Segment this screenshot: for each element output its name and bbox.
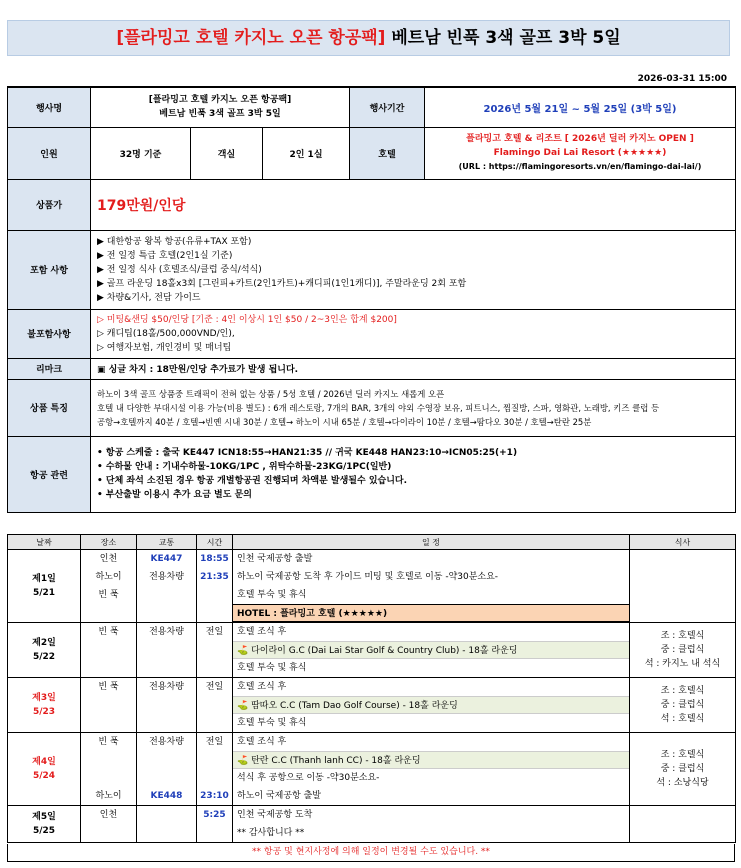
include-item: ▶ 전 일정 특급 호텔(2인1실 기준) (97, 250, 233, 261)
time (197, 824, 232, 842)
transport (137, 659, 196, 677)
header-time: 시간 (197, 535, 233, 550)
transport: 전용차량 (149, 737, 184, 747)
place (81, 751, 136, 769)
time-cell (197, 806, 233, 843)
period-label: 행사기간 (350, 87, 425, 127)
itinerary-item: 호텔 조식 후 (237, 682, 287, 692)
meal: 조 : 호텔식 (660, 750, 705, 760)
meal: 중 : 클럽식 (660, 764, 705, 774)
schedule-change-notice: ** 항공 및 현지사정에 의해 일정이 변경될 수도 있습니다. ** (7, 844, 735, 862)
time: 18:55 (200, 554, 229, 564)
day-label: 제1일 (32, 574, 56, 584)
banner-title: 베트남 빈푹 3색 골프 3박 5일 (385, 28, 621, 48)
hotel-url: (URL : https://flamingoresorts.vn/en/flamingo-dai-lai/) (458, 162, 702, 171)
time-cell (197, 623, 233, 678)
day-row (8, 806, 736, 843)
include-item: ▶ 대한항공 왕복 항공(유류+TAX 포함) (97, 236, 252, 247)
transport: 전용차량 (149, 627, 184, 637)
day-date: 5/21 (32, 588, 56, 598)
meal-cell (630, 678, 736, 733)
day-cell (8, 806, 81, 843)
hotel-value (425, 127, 736, 179)
room-value: 2인 1실 (263, 127, 350, 179)
day-label: 제3일 (32, 693, 56, 703)
event-name-label: 행사명 (8, 87, 91, 127)
itinerary-table (7, 534, 736, 843)
header-place: 장소 (81, 535, 137, 550)
event-name (91, 87, 350, 127)
itinerary-item: 인천 국제공항 도착 (237, 810, 313, 820)
time (197, 696, 232, 714)
place: 빈 푹 (98, 590, 119, 600)
transport: KE448 (150, 791, 183, 801)
exclude-item: ▷ 캐디팁(18홀/500,000VND/인), (97, 328, 235, 339)
meal: 중 : 클럽식 (660, 700, 705, 710)
event-name-line-2: 베트남 빈푹 3색 골프 3박 5일 (159, 109, 281, 120)
exclude-label: 불포함사항 (8, 309, 91, 358)
place: 인천 (99, 554, 118, 564)
closing-message: ** 감사합니다 ** (237, 828, 305, 838)
meal: 중 : 클럽식 (660, 645, 705, 655)
place (81, 769, 136, 787)
place-cell (81, 550, 137, 623)
transport-cell (137, 678, 197, 733)
day-cell (8, 678, 81, 733)
transport (137, 586, 196, 604)
feature-line: 공항→호텔까지 40분 / 호텔→빈옌 시내 30분 / 호텔→ 하노이 시내 65분 / 호텔→다이라이 10분 / 호텔→땀다오 30분 / 호텔→탄란 25분 (97, 416, 592, 427)
room-label: 객실 (191, 127, 263, 179)
time (197, 641, 232, 659)
place: 빈 푹 (98, 682, 119, 692)
place (81, 696, 136, 714)
transport: 전용차량 (149, 682, 184, 692)
feature-list (91, 379, 736, 436)
itinerary-item: 호텔 투숙 및 휴식 (237, 590, 307, 600)
transport (137, 751, 196, 769)
include-item: ▶ 차량&기사, 전담 가이드 (97, 292, 201, 303)
itinerary-cell (233, 623, 630, 678)
itinerary-item: 석식 후 공항으로 이동 -약30분소요- (237, 773, 380, 783)
include-item: ▶ 골프 라운딩 18홀x3회 [그린피+카트(2인1카트)+캐디피(1인1캐디)], 주말라운딩 2회 포함 (97, 278, 467, 289)
feature-label: 상품 특징 (8, 379, 91, 436)
header-date: 날짜 (8, 535, 81, 550)
time: 23:10 (200, 791, 229, 801)
price-value: 179만원/인당 (91, 179, 736, 230)
day-date: 5/23 (32, 707, 56, 717)
flight-list (91, 436, 736, 512)
header-transport: 교통 (137, 535, 197, 550)
golf-round: ⛳ 다이라이 G.C (Dai Lai Star Golf & Country Club) - 18홀 라운딩 (233, 641, 629, 659)
time-cell (197, 550, 233, 623)
day-date: 5/22 (32, 652, 56, 662)
day-label: 제2일 (32, 638, 56, 648)
transport (137, 641, 196, 659)
day-date: 5/24 (32, 771, 56, 781)
itinerary-item: 인천 국제공항 출발 (237, 554, 313, 564)
day-row (8, 733, 736, 806)
remark-label: 리마크 (8, 358, 91, 379)
flight-line: • 단체 좌석 소진된 경우 항공 개별항공권 진행되며 차액분 발생될수 있습니다. (97, 476, 408, 486)
place: 빈 푹 (98, 627, 119, 637)
meal: 석 : 카지노 내 석식 (644, 659, 721, 669)
transport (137, 696, 196, 714)
time-cell (197, 733, 233, 806)
time (197, 586, 232, 604)
place-cell (81, 806, 137, 843)
banner-highlight: [플라밍고 호텔 카지노 오픈 항공팩] (116, 28, 386, 48)
meal: 조 : 호텔식 (660, 686, 705, 696)
include-label: 포함 사항 (8, 230, 91, 309)
meal: 조 : 호텔식 (660, 631, 705, 641)
place (81, 604, 136, 622)
transport-cell (137, 733, 197, 806)
flight-label: 항공 관련 (8, 436, 91, 512)
itinerary-cell (233, 806, 630, 843)
period-value: 2026년 5월 21일 ~ 5월 25일 (3박 5일) (425, 87, 736, 127)
event-name-line-1: [플라밍고 호텔 카지노 오픈 항공팩] (148, 95, 292, 106)
hotel-label: 호텔 (350, 127, 425, 179)
hotel-highlight: HOTEL : 플라밍고 호텔 (★★★★★) (233, 604, 629, 622)
itinerary-cell (233, 733, 630, 806)
time: 전일 (205, 682, 224, 692)
time: 5:25 (203, 810, 226, 820)
transport-cell (137, 623, 197, 678)
day-cell (8, 623, 81, 678)
exclude-item: ▷ 미팅&샌딩 $50/인당 [기준 : 4인 이상시 1인 $50 / 2~3인은 합계 $200] (97, 314, 397, 325)
header-itinerary: 일 정 (233, 535, 630, 550)
itinerary-cell (233, 550, 630, 623)
time (197, 751, 232, 769)
day-cell (8, 733, 81, 806)
transport (137, 769, 196, 787)
itinerary-cell (233, 678, 630, 733)
meal: 석 : 소낭식당 (656, 778, 709, 788)
price-label: 상품가 (8, 179, 91, 230)
time (197, 604, 232, 622)
itinerary-item: 호텔 투숙 및 휴식 (237, 718, 307, 728)
itinerary-item: 하노이 국제공항 출발 (237, 791, 321, 801)
day-row (8, 550, 736, 623)
place (81, 659, 136, 677)
golf-round: ⛳ 탄란 C.C (Thanh lanh CC) - 18홀 라운딩 (233, 751, 629, 769)
product-info-table (7, 86, 736, 513)
day-label: 제5일 (32, 812, 56, 822)
place: 하노이 (95, 791, 122, 801)
time (197, 769, 232, 787)
flight-line: • 부산출발 이용시 추가 요금 별도 문의 (97, 490, 252, 500)
flight-line: • 수하물 안내 : 기내수하물-10KG/1PC , 위탁수하물-23KG/1PC(일반) (97, 462, 392, 472)
transport: 전용차량 (149, 572, 184, 582)
transport (137, 714, 196, 732)
place: 빈 푹 (98, 737, 119, 747)
people-value: 32명 기준 (91, 127, 191, 179)
people-label: 인원 (8, 127, 91, 179)
place: 인천 (99, 810, 118, 820)
feature-line: 호텔 내 다양한 부대시설 이용 가능(비용 별도) : 6개 레스토랑, 7개의 BAR, 3개의 야외 수영장 보유, 피트니스, 찜질방, 스파, 영화관, 노래방, 키즈 클럽 등 (97, 402, 660, 413)
place: 하노이 (95, 572, 122, 582)
transport (137, 806, 196, 824)
meal-cell (630, 806, 736, 843)
feature-line: 하노이 3색 골프 상품중 트래픽이 전혀 없는 상품 / 5성 호텔 / 2026년 딜러 카지노 새롭게 오픈 (97, 388, 445, 399)
printed-date: 2026-03-31 15:00 (637, 74, 727, 84)
time-cell (197, 678, 233, 733)
flight-line: • 항공 스케줄 : 출국 KE447 ICN18:55→HAN21:35 // 귀국 KE448 HAN23:10→ICN05:25(+1) (97, 448, 518, 458)
place (81, 714, 136, 732)
itinerary-item: 호텔 투숙 및 휴식 (237, 663, 307, 673)
meal-cell (630, 733, 736, 806)
place-cell (81, 733, 137, 806)
time (197, 714, 232, 732)
itinerary-item: 호텔 조식 후 (237, 627, 287, 637)
exclude-item: ▷ 여행자보험, 개인경비 및 매너팁 (97, 342, 232, 353)
title-banner (7, 20, 730, 56)
meal-cell (630, 550, 736, 623)
include-list (91, 230, 736, 309)
transport (137, 824, 196, 842)
remark-value: ▣ 싱글 차지 : 18만원/인당 추가료가 발생 됩니다. (91, 358, 736, 379)
time (197, 659, 232, 677)
day-row (8, 623, 736, 678)
time: 21:35 (200, 572, 229, 582)
header-meal: 식사 (630, 535, 736, 550)
place-cell (81, 623, 137, 678)
place (81, 824, 136, 842)
golf-round: ⛳ 땀따오 C.C (Tam Dao Golf Course) - 18홀 라운딩 (233, 696, 629, 714)
time: 전일 (205, 627, 224, 637)
meal-cell (630, 623, 736, 678)
itinerary-item: 호텔 조식 후 (237, 737, 287, 747)
exclude-list (91, 309, 736, 358)
hotel-line-2: Flamingo Dai Lai Resort (★★★★★) (493, 148, 667, 158)
transport-cell (137, 806, 197, 843)
transport: KE447 (150, 554, 183, 564)
time: 전일 (205, 737, 224, 747)
day-row (8, 678, 736, 733)
itinerary-item: 하노이 국제공항 도착 후 가이드 미팅 및 호텔로 이동 -약30분소요- (237, 572, 499, 582)
transport-cell (137, 550, 197, 623)
place-cell (81, 678, 137, 733)
include-item: ▶ 전 일정 식사 (호텔조식/클럽 중식/석식) (97, 264, 262, 275)
hotel-line-1: 플라밍고 호텔 & 리조트 [ 2026년 딜러 카지노 OPEN ] (466, 134, 694, 144)
meal: 석 : 호텔식 (660, 714, 705, 724)
place (81, 641, 136, 659)
day-cell (8, 550, 81, 623)
day-date: 5/25 (32, 826, 56, 836)
transport (137, 604, 196, 622)
day-label: 제4일 (32, 757, 56, 767)
